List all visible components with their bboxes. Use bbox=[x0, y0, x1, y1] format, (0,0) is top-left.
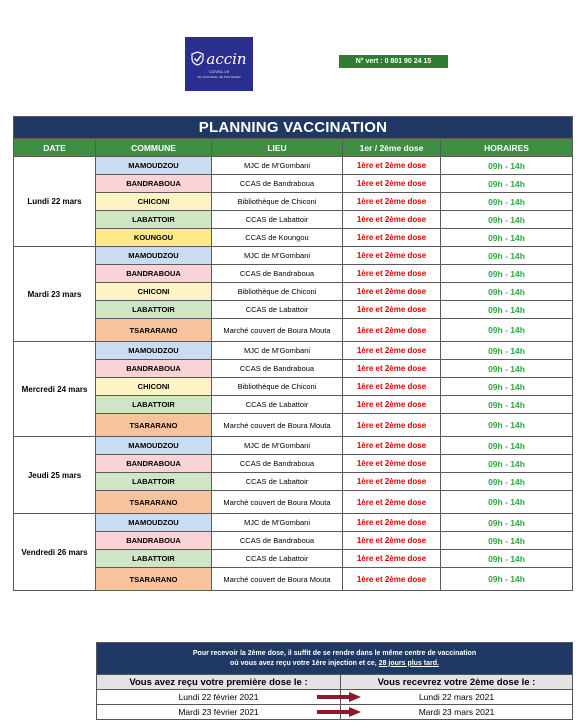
lieu-cell: CCAS de Labattoir bbox=[212, 301, 343, 319]
table-row bbox=[14, 473, 573, 491]
note-emphasis: 28 jours plus tard. bbox=[378, 659, 439, 667]
dose-cell: 1ère et 2ème dose bbox=[343, 455, 441, 473]
commune-cell: MAMOUDZOU bbox=[96, 437, 212, 455]
table-row bbox=[14, 491, 573, 514]
table-row bbox=[14, 414, 573, 437]
horaires-cell: 09h - 14h bbox=[441, 265, 573, 283]
dose-cell: 1ère et 2ème dose bbox=[343, 360, 441, 378]
dose-cell: 1ère et 2ème dose bbox=[343, 414, 441, 437]
dose-cell: 1ère et 2ème dose bbox=[343, 437, 441, 455]
commune-cell: LABATTOIR bbox=[96, 473, 212, 491]
lieu-cell: Marché couvert de Boura Mouta bbox=[212, 319, 343, 342]
horaires-cell: 09h - 14h bbox=[441, 396, 573, 414]
dose-cell: 1ère et 2ème dose bbox=[343, 247, 441, 265]
second-dose-header: Vous recevrez votre 2ème dose le : bbox=[341, 675, 573, 690]
commune-cell: LABATTOIR bbox=[96, 301, 212, 319]
commune-cell: BANDRABOUA bbox=[96, 532, 212, 550]
lieu-cell: Bibliothèque de Chiconi bbox=[212, 378, 343, 396]
table-row bbox=[14, 175, 573, 193]
lieu-cell: CCAS de Labattoir bbox=[212, 211, 343, 229]
commune-cell: MAMOUDZOU bbox=[96, 514, 212, 532]
dose-cell: 1ère et 2ème dose bbox=[343, 514, 441, 532]
lieu-cell: MJC de M'Gombani bbox=[212, 437, 343, 455]
lieu-cell: Bibliothèque de Chiconi bbox=[212, 193, 343, 211]
dose-cell: 1ère et 2ème dose bbox=[343, 193, 441, 211]
date-cell: Lundi 22 mars bbox=[14, 157, 96, 247]
second-dose-date-text: Lundi 22 mars 2021 bbox=[418, 692, 495, 702]
arrow-right-icon bbox=[317, 707, 361, 717]
commune-cell: TSARARANO bbox=[96, 491, 212, 514]
table-row bbox=[14, 532, 573, 550]
commune-cell: TSARARANO bbox=[96, 568, 212, 591]
commune-cell: LABATTOIR bbox=[96, 396, 212, 414]
dose-cell: 1ère et 2ème dose bbox=[343, 568, 441, 591]
table-row bbox=[14, 378, 573, 396]
note-line-1: Pour recevoir la 2ème dose, il suffit de se rendre dans le même centre de vaccination bbox=[192, 649, 477, 657]
lieu-cell: Bibliothèque de Chiconi bbox=[212, 283, 343, 301]
commune-cell: MAMOUDZOU bbox=[96, 342, 212, 360]
table-row bbox=[14, 319, 573, 342]
table-row bbox=[14, 437, 573, 455]
horaires-cell: 09h - 14h bbox=[441, 514, 573, 532]
horaires-cell: 09h - 14h bbox=[441, 473, 573, 491]
table-row bbox=[14, 342, 573, 360]
lieu-cell: CCAS de Labattoir bbox=[212, 550, 343, 568]
horaires-cell: 09h - 14h bbox=[441, 378, 573, 396]
second-dose-date-text: Mardi 23 mars 2021 bbox=[418, 707, 495, 717]
commune-column-header: COMMUNE bbox=[96, 139, 212, 157]
commune-cell: BANDRABOUA bbox=[96, 360, 212, 378]
table-row bbox=[14, 360, 573, 378]
date-cell: Vendredi 26 mars bbox=[14, 514, 96, 591]
commune-cell: CHICONI bbox=[96, 283, 212, 301]
horaires-cell: 09h - 14h bbox=[441, 437, 573, 455]
dose-cell: 1ère et 2ème dose bbox=[343, 265, 441, 283]
first-dose-date: Mardi 23 février 2021 bbox=[97, 705, 341, 720]
horaires-cell: 09h - 14h bbox=[441, 319, 573, 342]
table-row bbox=[14, 265, 573, 283]
logo-subtitle: COVID-19 bbox=[208, 68, 230, 74]
horaires-cell: 09h - 14h bbox=[441, 360, 573, 378]
table-row bbox=[97, 690, 573, 705]
lieu-cell: CCAS de Bandraboua bbox=[212, 360, 343, 378]
dose-cell: 1ère et 2ème dose bbox=[343, 378, 441, 396]
date-cell: Mardi 23 mars bbox=[14, 247, 96, 342]
shield-check-icon bbox=[191, 51, 204, 66]
lieu-cell: MJC de M'Gombani bbox=[212, 157, 343, 175]
commune-cell: KOUNGOU bbox=[96, 229, 212, 247]
arrow-right-icon bbox=[317, 692, 361, 702]
commune-cell: TSARARANO bbox=[96, 319, 212, 342]
dose-cell: 1ère et 2ème dose bbox=[343, 175, 441, 193]
horaires-cell: 09h - 14h bbox=[441, 342, 573, 360]
table-row bbox=[14, 455, 573, 473]
table-row bbox=[14, 229, 573, 247]
first-dose-header: Vous avez reçu votre première dose le : bbox=[97, 675, 341, 690]
horaires-cell: 09h - 14h bbox=[441, 247, 573, 265]
horaires-cell: 09h - 14h bbox=[441, 229, 573, 247]
dose-cell: 1ère et 2ème dose bbox=[343, 396, 441, 414]
lieu-cell: CCAS de Bandraboua bbox=[212, 175, 343, 193]
table-row bbox=[14, 283, 573, 301]
table-row bbox=[14, 568, 573, 591]
table-row bbox=[14, 211, 573, 229]
lieu-cell: Marché couvert de Boura Mouta bbox=[212, 491, 343, 514]
hotline-badge: N° vert : 0 801 90 24 15 bbox=[339, 55, 448, 68]
dose-cell: 1ère et 2ème dose bbox=[343, 532, 441, 550]
dose-cell: 1ère et 2ème dose bbox=[343, 491, 441, 514]
dose-cell: 1ère et 2ème dose bbox=[343, 211, 441, 229]
horaires-cell: 09h - 14h bbox=[441, 211, 573, 229]
date-cell: Mercredi 24 mars bbox=[14, 342, 96, 437]
lieu-cell: CCAS de Labattoir bbox=[212, 396, 343, 414]
horaires-cell: 09h - 14h bbox=[441, 193, 573, 211]
table-row bbox=[97, 705, 573, 720]
horaires-cell: 09h - 14h bbox=[441, 157, 573, 175]
dose-cell: 1ère et 2ème dose bbox=[343, 283, 441, 301]
second-dose-date bbox=[341, 705, 573, 720]
logo-tagline: SE VACCINER, SE PROTÉGER bbox=[197, 74, 241, 79]
horaires-cell: 09h - 14h bbox=[441, 414, 573, 437]
commune-cell: BANDRABOUA bbox=[96, 175, 212, 193]
first-dose-date: Lundi 22 février 2021 bbox=[97, 690, 341, 705]
lieu-cell: MJC de M'Gombani bbox=[212, 342, 343, 360]
horaires-cell: 09h - 14h bbox=[441, 301, 573, 319]
lieu-column-header: LIEU bbox=[212, 139, 343, 157]
table-row bbox=[14, 193, 573, 211]
table-row bbox=[14, 301, 573, 319]
commune-cell: LABATTOIR bbox=[96, 211, 212, 229]
horaires-cell: 09h - 14h bbox=[441, 283, 573, 301]
schedule-title: PLANNING VACCINATION bbox=[14, 117, 573, 139]
commune-cell: CHICONI bbox=[96, 193, 212, 211]
horaires-column-header: HORAIRES bbox=[441, 139, 573, 157]
date-column-header: DATE bbox=[14, 139, 96, 157]
dose-cell: 1ère et 2ème dose bbox=[343, 301, 441, 319]
commune-cell: BANDRABOUA bbox=[96, 455, 212, 473]
commune-cell: LABATTOIR bbox=[96, 550, 212, 568]
lieu-cell: CCAS de Koungou bbox=[212, 229, 343, 247]
dose-cell: 1ère et 2ème dose bbox=[343, 550, 441, 568]
lieu-cell: MJC de M'Gombani bbox=[212, 514, 343, 532]
vaccination-schedule-table bbox=[13, 116, 573, 591]
vaccin-logo bbox=[185, 37, 253, 91]
note-line-2: où vous avez reçu votre 1ère injection et ce, bbox=[230, 659, 379, 667]
horaires-cell: 09h - 14h bbox=[441, 550, 573, 568]
lieu-cell: Marché couvert de Boura Mouta bbox=[212, 414, 343, 437]
lieu-cell: CCAS de Labattoir bbox=[212, 473, 343, 491]
dose-cell: 1ère et 2ème dose bbox=[343, 157, 441, 175]
lieu-cell: CCAS de Bandraboua bbox=[212, 532, 343, 550]
commune-cell: BANDRABOUA bbox=[96, 265, 212, 283]
commune-cell: TSARARANO bbox=[96, 414, 212, 437]
table-row bbox=[14, 514, 573, 532]
lieu-cell: CCAS de Bandraboua bbox=[212, 265, 343, 283]
lieu-cell: MJC de M'Gombani bbox=[212, 247, 343, 265]
dose-cell: 1ère et 2ème dose bbox=[343, 342, 441, 360]
second-dose-table bbox=[96, 642, 573, 720]
commune-cell: MAMOUDZOU bbox=[96, 247, 212, 265]
table-row bbox=[14, 157, 573, 175]
horaires-cell: 09h - 14h bbox=[441, 491, 573, 514]
dose-cell: 1ère et 2ème dose bbox=[343, 229, 441, 247]
second-dose-note bbox=[97, 643, 573, 675]
table-row bbox=[14, 396, 573, 414]
logo-name: accin bbox=[206, 49, 247, 68]
horaires-cell: 09h - 14h bbox=[441, 568, 573, 591]
table-row bbox=[14, 550, 573, 568]
lieu-cell: Marché couvert de Boura Mouta bbox=[212, 568, 343, 591]
commune-cell: CHICONI bbox=[96, 378, 212, 396]
second-dose-date bbox=[341, 690, 573, 705]
dose-cell: 1ère et 2ème dose bbox=[343, 473, 441, 491]
horaires-cell: 09h - 14h bbox=[441, 455, 573, 473]
dose-column-header: 1er / 2ème dose bbox=[343, 139, 441, 157]
horaires-cell: 09h - 14h bbox=[441, 532, 573, 550]
dose-cell: 1ère et 2ème dose bbox=[343, 319, 441, 342]
horaires-cell: 09h - 14h bbox=[441, 175, 573, 193]
commune-cell: MAMOUDZOU bbox=[96, 157, 212, 175]
table-row bbox=[14, 247, 573, 265]
date-cell: Jeudi 25 mars bbox=[14, 437, 96, 514]
lieu-cell: CCAS de Bandraboua bbox=[212, 455, 343, 473]
